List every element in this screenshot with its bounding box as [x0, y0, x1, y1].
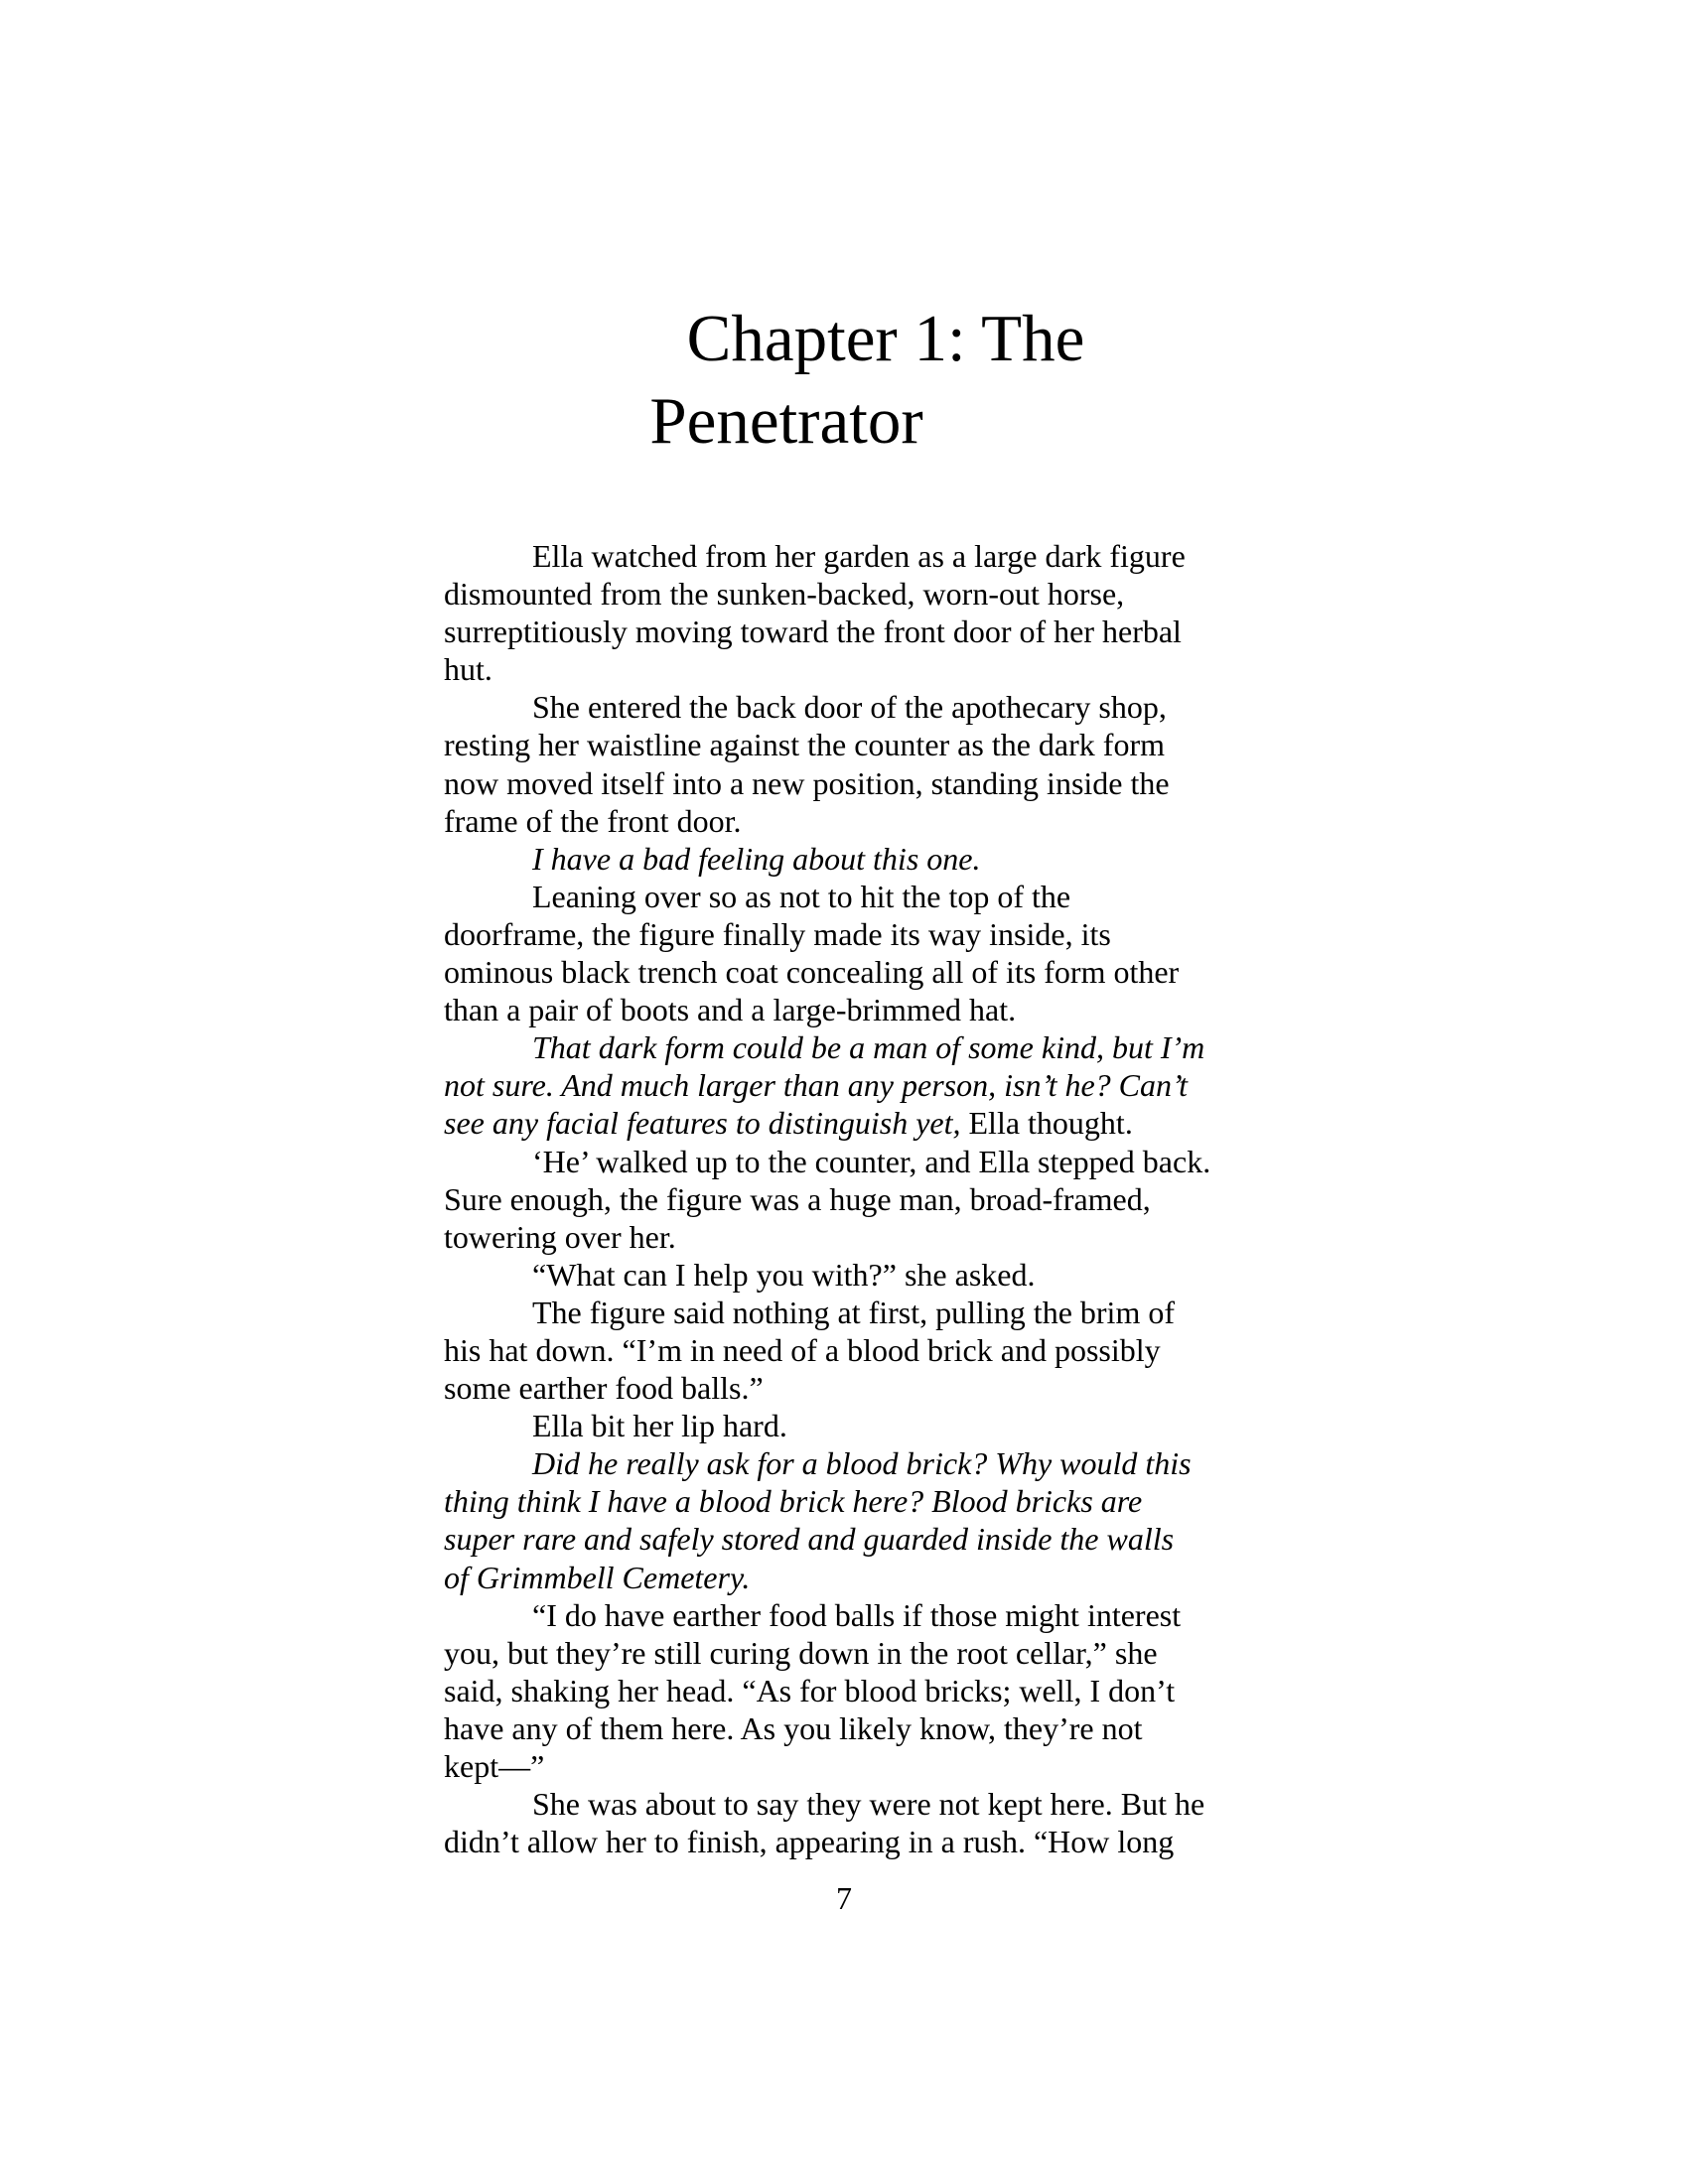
text-line — [444, 1482, 1238, 1520]
line-text-tail: Ella thought. — [960, 1105, 1133, 1142]
text-line — [444, 1823, 1238, 1860]
text-line — [444, 1331, 1238, 1369]
text-line — [444, 1104, 1238, 1142]
italic-thought-text: see any facial features to distinguish yet, — [444, 1105, 961, 1142]
paragraph-first-line — [444, 1407, 1238, 1444]
text-line — [444, 764, 1238, 802]
text-line — [444, 1180, 1238, 1218]
chapter-title — [0, 298, 1688, 463]
line-text: Sure enough, the figure was a huge man, broad-framed, — [444, 1180, 1151, 1217]
text-line — [444, 650, 1238, 688]
chapter-title-line-2: Penetrator — [649, 384, 923, 458]
italic-thought-text: I have a bad feeling about this one. — [532, 840, 981, 877]
italic-thought-text: of Grimmbell Cemetery. — [444, 1559, 751, 1595]
line-text: Leaning over so as not to hit the top of the — [532, 878, 1071, 914]
text-line — [444, 1709, 1238, 1747]
italic-thought-text: not sure. And much larger than any person, isn’t he? Can’t — [444, 1067, 1188, 1104]
text-line — [444, 613, 1238, 650]
italic-thought-text: super rare and safely stored and guarded inside the walls — [444, 1521, 1175, 1558]
line-text: his hat down. “I’m in need of a blood brick and possibly — [444, 1331, 1161, 1368]
line-text: some earther food balls.” — [444, 1370, 764, 1407]
line-text: have any of them here. As you likely know, they’re not — [444, 1709, 1143, 1746]
paragraph-first-line — [444, 878, 1238, 915]
text-line — [444, 726, 1238, 763]
line-text: Ella watched from her garden as a large dark figure — [532, 538, 1186, 574]
text-line — [444, 1520, 1238, 1558]
line-text: said, shaking her head. “As for blood bricks; well, I don’t — [444, 1672, 1176, 1708]
line-text: surreptitiously moving toward the front door of her herbal — [444, 614, 1182, 650]
text-line — [444, 991, 1238, 1028]
line-text: frame of the front door. — [444, 802, 742, 839]
line-text: you, but they’re still curing down in the root cellar,” she — [444, 1634, 1158, 1671]
line-text: She entered the back door of the apothecary shop, — [532, 689, 1167, 726]
text-line — [444, 1672, 1238, 1709]
line-text: resting her waistline against the counter as the dark form — [444, 727, 1165, 763]
text-line — [444, 1634, 1238, 1672]
paragraph-first-line — [444, 537, 1238, 575]
line-text: than a pair of boots and a large-brimmed hat. — [444, 992, 1017, 1028]
paragraph-first-line — [444, 1143, 1238, 1180]
line-text: dismounted from the sunken-backed, worn-out horse, — [444, 576, 1125, 613]
paragraph-first-line — [444, 1785, 1238, 1823]
italic-thought-text: Did he really ask for a blood brick? Why would this — [532, 1445, 1192, 1482]
text-line — [444, 1218, 1238, 1256]
text-line — [444, 575, 1238, 613]
text-line — [444, 1369, 1238, 1407]
line-text: towering over her. — [444, 1218, 676, 1255]
line-text: now moved itself into a new position, standing inside the — [444, 764, 1170, 801]
line-text: ominous black trench coat concealing all of its form other — [444, 954, 1180, 991]
text-line — [444, 1747, 1238, 1785]
chapter-title-line-1: Chapter 1: The — [686, 302, 1085, 375]
line-text: The figure said nothing at first, pulling the brim of — [532, 1294, 1175, 1330]
chapter-body-text — [444, 537, 1238, 1860]
line-text: didn’t allow her to finish, appearing in a rush. “How long — [444, 1824, 1175, 1860]
paragraph-first-line — [444, 688, 1238, 726]
text-line — [444, 915, 1238, 953]
text-line — [444, 1066, 1238, 1104]
paragraph-first-line — [444, 1256, 1238, 1294]
page-number: 7 — [836, 1880, 852, 1916]
italic-thought-text: That dark form could be a man of some kind, but I’m — [532, 1029, 1205, 1066]
line-text: Ella bit her lip hard. — [532, 1408, 787, 1444]
line-text: She was about to say they were not kept here. But he — [532, 1786, 1205, 1823]
italic-thought-text: thing think I have a blood brick here? Blood bricks are — [444, 1483, 1143, 1520]
line-text: ‘He’ walked up to the counter, and Ella stepped back. — [532, 1143, 1211, 1179]
line-text: hut. — [444, 651, 492, 688]
text-line — [444, 953, 1238, 991]
line-text: kept—” — [444, 1748, 545, 1784]
line-text: doorframe, the figure finally made its way inside, its — [444, 915, 1111, 952]
paragraph-first-line — [444, 840, 1238, 878]
paragraph-first-line — [444, 1596, 1238, 1634]
line-text: “I do have earther food balls if those might interest — [532, 1596, 1182, 1633]
paragraph-first-line — [444, 1294, 1238, 1331]
line-text: “What can I help you with?” she asked. — [532, 1256, 1036, 1293]
text-line — [444, 802, 1238, 840]
paragraph-first-line — [444, 1028, 1238, 1066]
paragraph-first-line — [444, 1444, 1238, 1482]
text-line — [444, 1559, 1238, 1596]
